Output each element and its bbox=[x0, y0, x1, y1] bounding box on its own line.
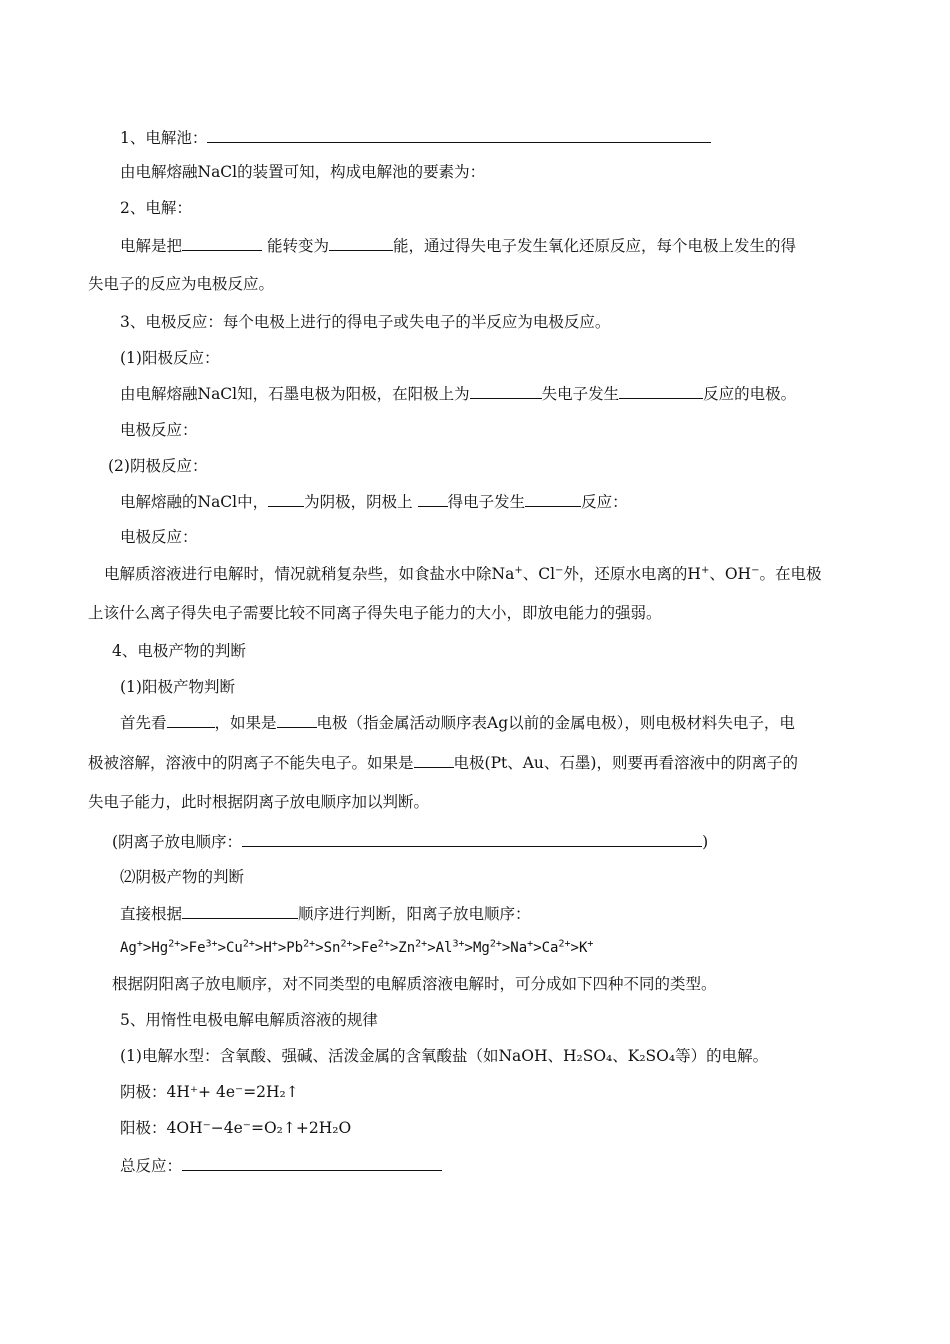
s2-heading: 2、电解： bbox=[120, 199, 192, 217]
s4-l2a: 极被溶解，溶液中的阴离子不能失电子。如果是 bbox=[88, 754, 414, 772]
s2-blank-2[interactable] bbox=[329, 234, 393, 251]
s2-p1a: 电解是把 bbox=[120, 237, 183, 255]
s2-p1b: 能转变为 bbox=[262, 237, 329, 255]
s4-l1 bbox=[120, 711, 795, 734]
s3-anode-title: (1)阳极反应： bbox=[120, 349, 220, 367]
s3-cathode-blank-3[interactable] bbox=[525, 490, 581, 507]
s3-cathode-a: 电解熔融的NaCl中， bbox=[120, 493, 269, 511]
s3-para1: 电解质溶液进行电解时，情况就稍复杂些，如食盐水中除Na+、Cl−外，还原水电离的H+、OH−。在电极 bbox=[104, 564, 822, 583]
s4-order bbox=[112, 830, 708, 853]
s3-para1-e: 。在电极 bbox=[759, 565, 822, 583]
s3-cathode-b: 为阴极，阴极上 bbox=[304, 493, 418, 511]
s4-cathode-title: ⑵阴极产物的判断 bbox=[120, 868, 245, 886]
s4-blank-1[interactable] bbox=[167, 711, 215, 728]
s3-cathode-eq: 电极反应： bbox=[120, 528, 198, 546]
s2-p1 bbox=[120, 234, 796, 257]
s3-cathode-line bbox=[120, 490, 628, 513]
s2-p1c: 能，通过得失电子发生氧化还原反应，每个电极上发生的得 bbox=[392, 237, 796, 255]
s3-cathode-d: 反应： bbox=[581, 493, 628, 511]
s3-para1-b: 、Cl bbox=[522, 565, 556, 583]
s2-p2: 失电子的反应为电极反应。 bbox=[88, 275, 275, 293]
s1-line bbox=[120, 126, 711, 149]
s3-para1-d: 、OH bbox=[709, 565, 752, 583]
s3-para2: 上该什么离子得失电子需要比较不同离子得失电子能力的大小，即放电能力的强弱。 bbox=[88, 604, 662, 622]
s3-anode-a: 由电解熔融NaCl知，石墨电极为阳极，在阳极上为 bbox=[120, 385, 470, 403]
s5-cathode: 阴极：4H⁺+ 4e⁻=2H₂↑ bbox=[120, 1083, 299, 1101]
s5-total bbox=[120, 1154, 442, 1177]
s4-l2b: 电极(Pt、Au、石墨)，则要再看溶液中的阴离子的 bbox=[453, 754, 798, 772]
s3-anode-blank-2[interactable] bbox=[619, 382, 703, 399]
s4-l1b: ，如果是 bbox=[214, 714, 277, 732]
s3-anode-b: 失电子发生 bbox=[541, 385, 620, 403]
s5-type1: (1)电解水型：含氧酸、强碱、活泼金属的含氧酸盐（如NaOH、H₂SO₄、K₂SO₄等）的电解。 bbox=[120, 1047, 769, 1065]
s3-cathode-title: (2)阴极反应： bbox=[108, 457, 208, 475]
s3-cathode-blank-2[interactable] bbox=[418, 490, 448, 507]
s3-para1-a: 电解质溶液进行电解时，情况就稍复杂些，如食盐水中除Na bbox=[104, 565, 515, 583]
s3-cathode-blank-1[interactable] bbox=[268, 490, 304, 507]
s4-order-blank[interactable] bbox=[242, 830, 702, 847]
s4-anode-title: (1)阳极产物判断 bbox=[120, 678, 235, 696]
s4-c1b: 顺序进行判断，阳离子放电顺序： bbox=[298, 905, 531, 923]
s4-l3: 失电子能力，此时根据阴离子放电顺序加以判断。 bbox=[88, 793, 430, 811]
s4-c1a: 直接根据 bbox=[120, 905, 183, 923]
s3-heading: 3、电极反应：每个电极上进行的得电子或失电子的半反应为电极反应。 bbox=[120, 313, 611, 331]
s4-blank-2[interactable] bbox=[277, 711, 317, 728]
s4-order-close: ) bbox=[702, 833, 709, 851]
s5-total-blank[interactable] bbox=[182, 1154, 442, 1171]
s4-heading: 4、电极产物的判断 bbox=[112, 642, 246, 660]
s5-total-label: 总反应： bbox=[120, 1157, 183, 1175]
s4-cation-order: $Ag^+>Hg^{2+}>Fe^{3+}>Cu^{2+}>H^+>Pb^{2+}>Sn^{2+}>Fe^{2+}>Zn^{2+}>Al^{3+}>Mg^{2+}>Na^+>Ca^{2+}>K^+$ bbox=[120, 938, 594, 956]
s3-cathode-c: 得电子发生 bbox=[447, 493, 526, 511]
s1-text: 由电解熔融NaCl的装置可知，构成电解池的要素为： bbox=[120, 163, 486, 181]
s3-anode-line bbox=[120, 382, 796, 405]
s4-l2 bbox=[88, 751, 798, 774]
s3-anode-blank-1[interactable] bbox=[470, 382, 542, 399]
s3-para1-c: 外，还原水电离的H bbox=[563, 565, 701, 583]
s2-blank-1[interactable] bbox=[182, 234, 262, 251]
s4-blank-3[interactable] bbox=[414, 751, 454, 768]
s4-blank-4[interactable] bbox=[182, 902, 298, 919]
s1-blank[interactable] bbox=[207, 126, 711, 143]
s5-heading: 5、用惰性电极电解电解质溶液的规律 bbox=[120, 1011, 378, 1029]
s3-anode-eq: 电极反应： bbox=[120, 421, 198, 439]
s1-heading: 1、电解池： bbox=[120, 129, 208, 147]
s4-l1c: 电极（指金属活动顺序表Ag以前的金属电极），则电极材料失电子，电 bbox=[316, 714, 795, 732]
s4-order-open: (阴离子放电顺序： bbox=[112, 833, 243, 851]
s4-c3: 根据阴阳离子放电顺序，对不同类型的电解质溶液电解时，可分成如下四种不同的类型。 bbox=[112, 975, 717, 993]
s4-c1 bbox=[120, 902, 531, 925]
s4-l1a: 首先看 bbox=[120, 714, 167, 732]
s3-anode-c: 反应的电极。 bbox=[703, 385, 797, 403]
s5-anode: 阳极：4OH⁻−4e⁻=O₂↑+2H₂O bbox=[120, 1119, 352, 1137]
